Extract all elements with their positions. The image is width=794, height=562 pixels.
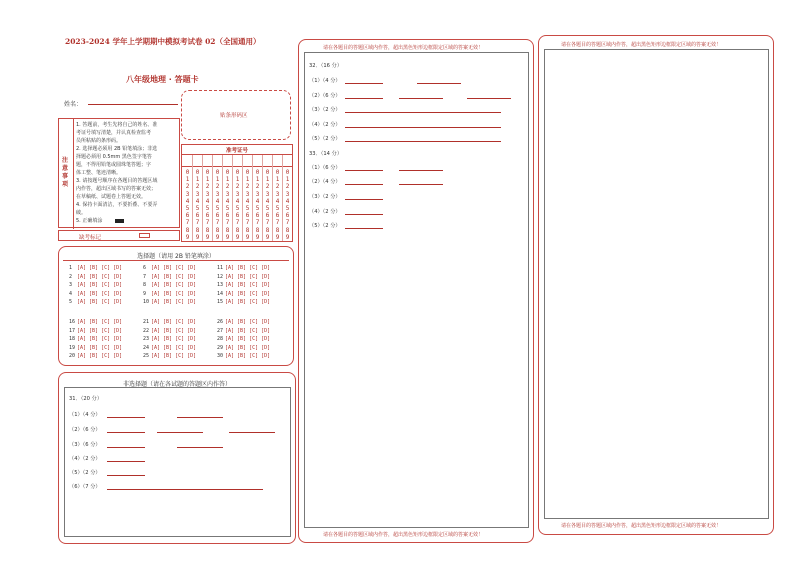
exam-digit-bubble[interactable]: 6 bbox=[275, 212, 280, 220]
choice-option-bubbles[interactable]: [A] [B] [C] [D] bbox=[151, 344, 197, 351]
q31-6-blank[interactable] bbox=[107, 489, 263, 490]
choice-question-row[interactable] bbox=[143, 328, 196, 334]
exam-digit-column bbox=[283, 169, 292, 241]
choice-question-row[interactable] bbox=[217, 274, 270, 280]
exam-digit-bubble[interactable]: 8 bbox=[255, 226, 260, 234]
q32-2-blank-c[interactable] bbox=[467, 98, 511, 99]
choice-question-number: 14 bbox=[217, 290, 224, 297]
choice-option-bubbles[interactable]: [A] [B] [C] [D] bbox=[151, 290, 197, 297]
q32-4-blank[interactable] bbox=[345, 127, 501, 128]
choice-option-bubbles[interactable]: [A] [B] [C] [D] bbox=[151, 353, 197, 360]
q32-2-blank-b[interactable] bbox=[399, 98, 443, 99]
exam-digit-bubble[interactable]: 3 bbox=[185, 190, 190, 198]
choice-option-bubbles[interactable]: [A] [B] [C] [D] bbox=[225, 299, 271, 306]
q32-part-2: （2）（6 分） bbox=[309, 93, 341, 99]
choice-question-number: 17 bbox=[69, 327, 76, 334]
exam-digit-bubble[interactable]: 2 bbox=[265, 183, 270, 191]
exam-digit-bubble[interactable]: 3 bbox=[225, 190, 230, 198]
nonchoice-answer-frame bbox=[64, 387, 291, 537]
exam-digit-bubble[interactable]: 6 bbox=[265, 212, 270, 220]
exam-digit-bubble[interactable]: 9 bbox=[235, 233, 240, 241]
exam-digit-column bbox=[193, 169, 202, 241]
exam-digit-bubble[interactable]: 6 bbox=[245, 212, 250, 220]
choice-question-row[interactable] bbox=[217, 336, 270, 342]
notice-item: 择题必须用 0.5mm 黑色签字笔答 bbox=[76, 154, 152, 160]
choice-question-number: 23 bbox=[143, 336, 150, 343]
exam-digit-bubble[interactable]: 2 bbox=[275, 183, 280, 191]
notice-item: 在草稿纸、试题卷上答题无效。 bbox=[76, 194, 147, 200]
choice-option-bubbles[interactable]: [A] [B] [C] [D] bbox=[151, 299, 197, 306]
choice-question-number: 30 bbox=[217, 353, 224, 360]
choice-question-number: 18 bbox=[69, 336, 76, 343]
exam-digit-bubble[interactable]: 0 bbox=[225, 169, 230, 176]
choice-question-row[interactable] bbox=[69, 328, 122, 334]
choice-option-bubbles[interactable]: [A] [B] [C] [D] bbox=[77, 290, 123, 297]
notice-item: 体工整、笔迹清晰。 bbox=[76, 170, 122, 176]
choice-option-bubbles[interactable]: [A] [B] [C] [D] bbox=[77, 265, 123, 271]
exam-digit-bubble[interactable]: 2 bbox=[195, 183, 200, 191]
column-3-frame bbox=[538, 35, 774, 535]
choice-question-row[interactable] bbox=[69, 274, 122, 280]
q32-5-blank[interactable] bbox=[345, 141, 501, 142]
exam-digit-bubble[interactable]: 4 bbox=[195, 197, 200, 205]
notice-item: 4. 保持卡面清洁，不要折叠、不要弄 bbox=[76, 202, 158, 208]
exam-digit-bubble[interactable]: 0 bbox=[265, 169, 270, 176]
exam-digit-bubble[interactable]: 5 bbox=[265, 205, 270, 213]
exam-digit-bubble[interactable]: 5 bbox=[245, 205, 250, 213]
exam-number-grid bbox=[183, 169, 293, 241]
q31-part-5: （5）（2 分） bbox=[69, 470, 101, 476]
choice-question-number: 24 bbox=[143, 344, 150, 351]
notice-item: 内作答，超出区域书写的答案无效； bbox=[76, 186, 157, 192]
col3-answer-frame bbox=[544, 49, 769, 519]
exam-digit-bubble[interactable]: 0 bbox=[195, 169, 200, 176]
exam-digit-bubble[interactable]: 9 bbox=[275, 233, 280, 241]
q31-part-4: （4）（2 分） bbox=[69, 456, 101, 462]
choice-title: 选择题（请用 2B 铅笔填涂） bbox=[137, 253, 215, 260]
q33-2-blank-b[interactable] bbox=[399, 184, 443, 185]
absent-mark-row bbox=[58, 230, 180, 241]
choice-option-bubbles[interactable]: [A] [B] [C] [D] bbox=[151, 336, 197, 343]
exam-digit-bubble[interactable]: 1 bbox=[205, 176, 210, 184]
notice-item: 5. 正确填涂 bbox=[76, 218, 103, 224]
exam-digit-bubble[interactable]: 3 bbox=[205, 190, 210, 198]
absent-checkbox[interactable] bbox=[139, 233, 150, 238]
exam-digit-bubble[interactable]: 6 bbox=[255, 212, 260, 220]
exam-number-label: 准考证号 bbox=[225, 148, 248, 154]
notice-list bbox=[76, 121, 180, 225]
q33-part-1: （1）（6 分） bbox=[309, 165, 341, 171]
exam-digit-bubble[interactable]: 5 bbox=[235, 205, 240, 213]
exam-digit-bubble[interactable]: 4 bbox=[215, 197, 220, 205]
exam-digit-bubble[interactable]: 9 bbox=[225, 233, 230, 241]
choice-option-bubbles[interactable]: [A] [B] [C] [D] bbox=[77, 273, 123, 280]
choice-option-bubbles[interactable]: [A] [B] [C] [D] bbox=[225, 290, 271, 297]
notice-item: 破。 bbox=[76, 210, 87, 216]
col3-warning-top: 请在各题目的答题区域内作答，超出黑色矩形边框限定区域的答案无效！ bbox=[561, 42, 722, 48]
q33-1-blank-b[interactable] bbox=[399, 170, 443, 171]
choice-question-row[interactable] bbox=[217, 265, 270, 271]
exam-digit-bubble[interactable]: 6 bbox=[235, 212, 240, 220]
exam-digit-bubble[interactable]: 7 bbox=[205, 219, 210, 227]
exam-digit-bubble[interactable]: 4 bbox=[245, 197, 250, 205]
choice-question-number: 9 bbox=[143, 290, 147, 297]
notice-item: 3. 请按题号顺序在各题目的答题区域 bbox=[76, 178, 158, 184]
choice-option-bubbles[interactable]: [A] [B] [C] [D] bbox=[225, 265, 271, 271]
exam-digit-bubble[interactable]: 3 bbox=[255, 190, 260, 198]
exam-digit-bubble[interactable]: 5 bbox=[205, 205, 210, 213]
notice-label: 注意事项 bbox=[62, 157, 69, 188]
exam-digit-bubble[interactable]: 8 bbox=[265, 226, 270, 234]
choice-question-number: 1 bbox=[69, 265, 73, 271]
choice-question-number: 3 bbox=[69, 282, 73, 289]
exam-digit-bubble[interactable]: 9 bbox=[195, 233, 200, 241]
exam-digit-bubble[interactable]: 9 bbox=[205, 233, 210, 241]
column-2-frame bbox=[298, 39, 534, 543]
exam-digit-bubble[interactable]: 9 bbox=[265, 233, 270, 241]
exam-digit-bubble[interactable]: 0 bbox=[205, 169, 210, 176]
exam-digit-column bbox=[213, 169, 222, 241]
choice-section bbox=[58, 246, 294, 366]
choice-option-bubbles[interactable]: [A] [B] [C] [D] bbox=[151, 319, 197, 325]
col2-warning-bottom: 请在各题目的答题区域内作答，超出黑色矩形边框限定区域的答案无效！ bbox=[323, 532, 484, 538]
choice-question-number: 6 bbox=[143, 265, 147, 271]
nonchoice-title: 非选择题（请在各试题的答题区内作答） bbox=[122, 381, 231, 388]
exam-digit-bubble[interactable]: 7 bbox=[285, 219, 290, 227]
choice-question-number: 11 bbox=[217, 265, 224, 271]
exam-digit-bubble[interactable]: 8 bbox=[285, 226, 290, 234]
exam-digit-bubble[interactable]: 4 bbox=[285, 197, 290, 205]
barcode-area bbox=[181, 90, 291, 140]
exam-digit-bubble[interactable]: 2 bbox=[285, 183, 290, 191]
exam-digit-bubble[interactable]: 4 bbox=[205, 197, 210, 205]
q33-part-5: （5）（2 分） bbox=[309, 223, 341, 229]
q32-part-4: （4）（2 分） bbox=[309, 122, 341, 128]
choice-option-bubbles[interactable]: [A] [B] [C] [D] bbox=[151, 265, 197, 271]
exam-digit-bubble[interactable]: 2 bbox=[205, 183, 210, 191]
choice-option-bubbles[interactable]: [A] [B] [C] [D] bbox=[225, 327, 271, 334]
exam-digit-bubble[interactable]: 7 bbox=[225, 219, 230, 227]
exam-digit-bubble[interactable]: 8 bbox=[185, 226, 190, 234]
choice-question-number: 5 bbox=[69, 299, 73, 306]
q31-part-1: （1）（4 分） bbox=[69, 412, 101, 418]
exam-digit-bubble[interactable]: 5 bbox=[185, 205, 190, 213]
exam-digit-bubble[interactable]: 7 bbox=[265, 219, 270, 227]
exam-digit-bubble[interactable]: 6 bbox=[285, 212, 290, 220]
choice-question-row[interactable] bbox=[217, 291, 270, 297]
exam-digit-bubble[interactable]: 1 bbox=[235, 176, 240, 184]
q31-1-blank-b[interactable] bbox=[177, 417, 223, 418]
choice-question-number: 20 bbox=[69, 353, 76, 360]
exam-digit-bubble[interactable]: 1 bbox=[285, 176, 290, 184]
exam-digit-bubble[interactable]: 7 bbox=[185, 219, 190, 227]
exam-digit-bubble[interactable]: 5 bbox=[255, 205, 260, 213]
q32-part-3: （3）（2 分） bbox=[309, 107, 341, 113]
q31-2-blank-b[interactable] bbox=[157, 432, 203, 433]
exam-digit-bubble[interactable]: 2 bbox=[215, 183, 220, 191]
choice-question-row[interactable] bbox=[217, 353, 270, 359]
choice-question-row[interactable] bbox=[69, 282, 122, 288]
q32-part-5: （5）（2 分） bbox=[309, 136, 341, 142]
exam-digit-column bbox=[223, 169, 232, 241]
choice-question-number: 21 bbox=[143, 319, 150, 325]
choice-question-number: 10 bbox=[143, 299, 150, 306]
q31-3-blank-b[interactable] bbox=[177, 447, 223, 448]
notice-item: 1. 答题前，考生先将自己的姓名、准 bbox=[76, 122, 158, 128]
choice-grid bbox=[59, 247, 295, 367]
exam-digit-column bbox=[203, 169, 212, 241]
exam-digit-bubble[interactable]: 1 bbox=[245, 176, 250, 184]
exam-digit-bubble[interactable]: 9 bbox=[285, 233, 290, 241]
choice-option-bubbles[interactable]: [A] [B] [C] [D] bbox=[77, 344, 123, 351]
exam-digit-bubble[interactable]: 6 bbox=[185, 212, 190, 220]
notice-item: 考证号填写清楚，并认真检查监考 bbox=[76, 130, 152, 136]
exam-digit-bubble[interactable]: 3 bbox=[195, 190, 200, 198]
exam-digit-bubble[interactable]: 5 bbox=[275, 205, 280, 213]
q33-part-3: （3）（2 分） bbox=[309, 194, 341, 200]
q32-1-blank-a[interactable] bbox=[345, 83, 383, 84]
exam-digit-bubble[interactable]: 1 bbox=[265, 176, 270, 184]
choice-question-row[interactable] bbox=[69, 336, 122, 342]
choice-option-bubbles[interactable]: [A] [B] [C] [D] bbox=[77, 336, 123, 343]
choice-question-row[interactable] bbox=[143, 336, 196, 342]
exam-digit-bubble[interactable]: 7 bbox=[215, 219, 220, 227]
choice-question-row[interactable] bbox=[69, 265, 122, 271]
choice-option-bubbles[interactable]: [A] [B] [C] [D] bbox=[77, 319, 123, 325]
q32-1-blank-b[interactable] bbox=[417, 83, 461, 84]
name-field[interactable] bbox=[88, 104, 178, 105]
exam-digit-bubble[interactable]: 1 bbox=[195, 176, 200, 184]
exam-digit-bubble[interactable]: 6 bbox=[195, 212, 200, 220]
notice-item: 题，不得用铅笔或圆珠笔答题；字 bbox=[76, 162, 152, 168]
exam-digit-bubble[interactable]: 9 bbox=[245, 233, 250, 241]
q31-part-6: （6）（7 分） bbox=[69, 484, 101, 490]
exam-digit-bubble[interactable]: 7 bbox=[245, 219, 250, 227]
exam-digit-bubble[interactable]: 8 bbox=[275, 226, 280, 234]
choice-question-number: 8 bbox=[143, 282, 147, 289]
choice-question-row[interactable] bbox=[69, 319, 122, 325]
notice-item: 2. 选择题必须用 2B 铅笔填涂；非选 bbox=[76, 146, 158, 152]
choice-question-row[interactable] bbox=[143, 274, 196, 280]
choice-question-number: 7 bbox=[143, 273, 147, 280]
choice-option-bubbles[interactable]: [A] [B] [C] [D] bbox=[77, 282, 123, 289]
sheet-title: 八年级地理 · 答题卡 bbox=[126, 75, 199, 84]
exam-digit-bubble[interactable]: 8 bbox=[215, 226, 220, 234]
exam-digit-bubble[interactable]: 6 bbox=[215, 212, 220, 220]
exam-digit-column bbox=[263, 169, 272, 241]
exam-digit-bubble[interactable]: 1 bbox=[185, 176, 190, 184]
exam-digit-bubble[interactable]: 2 bbox=[245, 183, 250, 191]
exam-digit-bubble[interactable]: 3 bbox=[235, 190, 240, 198]
choice-question-row[interactable] bbox=[217, 319, 270, 325]
exam-digit-bubble[interactable]: 4 bbox=[265, 197, 270, 205]
exam-digit-bubble[interactable]: 5 bbox=[215, 205, 220, 213]
q31-number: 31．（20 分） bbox=[69, 396, 103, 402]
col3-warning-bottom: 请在各题目的答题区域内作答，超出黑色矩形边框限定区域的答案无效！ bbox=[561, 523, 722, 529]
choice-question-number: 22 bbox=[143, 327, 150, 334]
choice-option-bubbles[interactable]: [A] [B] [C] [D] bbox=[225, 282, 271, 289]
choice-question-number: 13 bbox=[217, 282, 224, 289]
exam-digit-bubble[interactable]: 9 bbox=[255, 233, 260, 241]
choice-question-row[interactable] bbox=[143, 291, 196, 297]
exam-digit-bubble[interactable]: 4 bbox=[235, 197, 240, 205]
exam-digit-bubble[interactable]: 7 bbox=[235, 219, 240, 227]
choice-option-bubbles[interactable]: [A] [B] [C] [D] bbox=[77, 299, 123, 306]
exam-digit-bubble[interactable]: 4 bbox=[275, 197, 280, 205]
exam-digit-column bbox=[253, 169, 262, 241]
choice-question-number: 29 bbox=[217, 344, 224, 351]
choice-option-bubbles[interactable]: [A] [B] [C] [D] bbox=[77, 327, 123, 334]
q32-2-blank-a[interactable] bbox=[345, 98, 383, 99]
q32-3-blank[interactable] bbox=[345, 112, 501, 113]
exam-digit-bubble[interactable]: 1 bbox=[215, 176, 220, 184]
notice-box bbox=[58, 118, 180, 228]
q33-2-blank-a[interactable] bbox=[345, 184, 383, 185]
exam-digit-bubble[interactable]: 3 bbox=[215, 190, 220, 198]
name-label: 姓名： bbox=[64, 101, 83, 108]
choice-option-bubbles[interactable]: [A] [B] [C] [D] bbox=[225, 336, 271, 343]
exam-digit-column bbox=[273, 169, 282, 241]
exam-digit-bubble[interactable]: 0 bbox=[275, 169, 280, 176]
exam-digit-bubble[interactable]: 4 bbox=[225, 197, 230, 205]
exam-digit-bubble[interactable]: 4 bbox=[255, 197, 260, 205]
choice-question-row[interactable] bbox=[69, 291, 122, 297]
choice-option-bubbles[interactable]: [A] [B] [C] [D] bbox=[225, 273, 271, 280]
q31-2-blank-a[interactable] bbox=[107, 432, 145, 433]
exam-digit-column bbox=[243, 169, 252, 241]
choice-question-row[interactable] bbox=[217, 299, 270, 305]
q31-1-blank-a[interactable] bbox=[107, 417, 145, 418]
exam-digit-bubble[interactable]: 2 bbox=[235, 183, 240, 191]
absent-label: 缺考标记 bbox=[79, 235, 102, 241]
q32-number: 32．（16 分） bbox=[309, 63, 343, 69]
choice-question-row[interactable] bbox=[217, 328, 270, 334]
choice-question-row[interactable] bbox=[143, 345, 196, 351]
choice-option-bubbles[interactable]: [A] [B] [C] [D] bbox=[225, 319, 271, 325]
choice-question-row[interactable] bbox=[143, 319, 196, 325]
q33-4-blank[interactable] bbox=[345, 214, 383, 215]
exam-number-box bbox=[181, 144, 293, 242]
exam-digit-bubble[interactable]: 8 bbox=[225, 226, 230, 234]
exam-digit-bubble[interactable]: 1 bbox=[225, 176, 230, 184]
q31-3-blank-a[interactable] bbox=[107, 447, 145, 448]
exam-digit-column bbox=[233, 169, 242, 241]
exam-digit-bubble[interactable]: 6 bbox=[205, 212, 210, 220]
notice-item: 员所粘贴的条形码。 bbox=[76, 138, 122, 144]
filled-sample-mark bbox=[115, 219, 124, 223]
choice-question-number: 4 bbox=[69, 290, 73, 297]
exam-digit-bubble[interactable]: 2 bbox=[225, 183, 230, 191]
choice-question-number: 19 bbox=[69, 344, 76, 351]
choice-question-number: 26 bbox=[217, 319, 224, 325]
exam-digit-bubble[interactable]: 3 bbox=[265, 190, 270, 198]
choice-question-number: 16 bbox=[69, 319, 76, 325]
exam-digit-bubble[interactable]: 5 bbox=[195, 205, 200, 213]
choice-option-bubbles[interactable]: [A] [B] [C] [D] bbox=[151, 282, 197, 289]
exam-digit-bubble[interactable]: 5 bbox=[285, 205, 290, 213]
q31-part-2: （2）（6 分） bbox=[69, 427, 101, 433]
exam-digit-column bbox=[183, 169, 192, 241]
exam-digit-bubble[interactable]: 6 bbox=[225, 212, 230, 220]
exam-digit-bubble[interactable]: 4 bbox=[185, 197, 190, 205]
choice-option-bubbles[interactable]: [A] [B] [C] [D] bbox=[225, 353, 271, 360]
q31-5-blank[interactable] bbox=[107, 475, 145, 476]
choice-question-row[interactable] bbox=[217, 345, 270, 351]
choice-question-number: 15 bbox=[217, 299, 224, 306]
q33-number: 33．（14 分） bbox=[309, 151, 343, 157]
choice-option-bubbles[interactable]: [A] [B] [C] [D] bbox=[77, 353, 123, 360]
choice-question-row[interactable] bbox=[143, 299, 196, 305]
exam-digit-bubble[interactable]: 9 bbox=[215, 233, 220, 241]
exam-digit-bubble[interactable]: 0 bbox=[285, 169, 290, 176]
exam-digit-bubble[interactable]: 2 bbox=[185, 183, 190, 191]
col2-warning-top: 请在各题目的答题区域内作答，超出黑色矩形边框限定区域的答案无效！ bbox=[323, 45, 484, 51]
barcode-label: 贴条形码区 bbox=[220, 113, 248, 119]
nonchoice-section bbox=[58, 372, 296, 544]
choice-question-number: 25 bbox=[143, 353, 150, 360]
exam-digit-bubble[interactable]: 9 bbox=[185, 233, 190, 241]
q33-5-blank[interactable] bbox=[345, 228, 383, 229]
q33-3-blank[interactable] bbox=[345, 199, 383, 200]
exam-digit-bubble[interactable]: 7 bbox=[275, 219, 280, 227]
choice-option-bubbles[interactable]: [A] [B] [C] [D] bbox=[225, 344, 271, 351]
choice-question-number: 2 bbox=[69, 273, 73, 280]
exam-digit-bubble[interactable]: 0 bbox=[185, 169, 190, 176]
exam-digit-bubble[interactable]: 0 bbox=[255, 169, 260, 176]
exam-digit-bubble[interactable]: 1 bbox=[255, 176, 260, 184]
exam-digit-bubble[interactable]: 3 bbox=[275, 190, 280, 198]
exam-digit-bubble[interactable]: 5 bbox=[225, 205, 230, 213]
exam-digit-bubble[interactable]: 8 bbox=[235, 226, 240, 234]
choice-option-bubbles[interactable]: [A] [B] [C] [D] bbox=[151, 327, 197, 334]
choice-question-row[interactable] bbox=[69, 353, 122, 359]
q31-part-3: （3）（6 分） bbox=[69, 442, 101, 448]
q31-4-blank[interactable] bbox=[107, 461, 145, 462]
choice-question-row[interactable] bbox=[143, 282, 196, 288]
exam-digit-bubble[interactable]: 8 bbox=[245, 226, 250, 234]
choice-question-row[interactable] bbox=[69, 299, 122, 305]
choice-question-row[interactable] bbox=[69, 345, 122, 351]
exam-digit-bubble[interactable]: 1 bbox=[275, 176, 280, 184]
choice-option-bubbles[interactable]: [A] [B] [C] [D] bbox=[151, 273, 197, 280]
exam-digit-bubble[interactable]: 7 bbox=[195, 219, 200, 227]
choice-question-number: 12 bbox=[217, 273, 224, 280]
exam-digit-bubble[interactable]: 2 bbox=[255, 183, 260, 191]
exam-digit-bubble[interactable]: 7 bbox=[255, 219, 260, 227]
exam-digit-bubble[interactable]: 0 bbox=[215, 169, 220, 176]
choice-question-row[interactable] bbox=[143, 265, 196, 271]
q32-part-1: （1）（4 分） bbox=[309, 78, 341, 84]
exam-digit-bubble[interactable]: 8 bbox=[195, 226, 200, 234]
choice-question-number: 27 bbox=[217, 327, 224, 334]
choice-question-number: 28 bbox=[217, 336, 224, 343]
q31-2-blank-c[interactable] bbox=[229, 432, 275, 433]
page-header-title: 2023-2024 学年上学期期中模拟考试卷 02（全国通用） bbox=[65, 37, 261, 46]
q33-part-4: （4）（2 分） bbox=[309, 209, 341, 215]
exam-digit-bubble[interactable]: 8 bbox=[205, 226, 210, 234]
exam-digit-bubble[interactable]: 3 bbox=[245, 190, 250, 198]
q33-part-2: （2）（4 分） bbox=[309, 179, 341, 185]
choice-question-row[interactable] bbox=[143, 353, 196, 359]
exam-digit-bubble[interactable]: 0 bbox=[235, 169, 240, 176]
choice-question-row[interactable] bbox=[217, 282, 270, 288]
exam-digit-bubble[interactable]: 0 bbox=[245, 169, 250, 176]
exam-digit-bubble[interactable]: 3 bbox=[285, 190, 290, 198]
q33-1-blank-a[interactable] bbox=[345, 170, 383, 171]
